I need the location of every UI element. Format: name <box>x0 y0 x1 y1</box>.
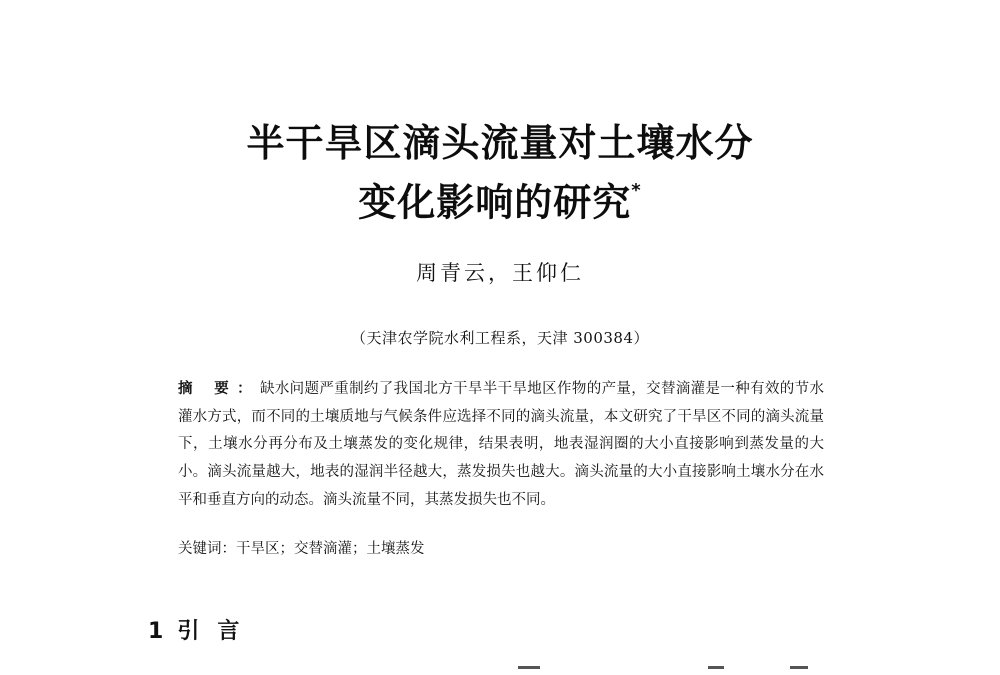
abstract-label: 摘 要： <box>178 381 260 397</box>
abstract-text: 缺水问题严重制约了我国北方干旱半干旱地区作物的产量，交替滴灌是一种有效的节水灌水方式，而不同的土壤质地与气候条件应选择不同的滴头流量，本文研究了干旱区不同的滴头流量下，土壤水分再分布及土壤蒸发的变化规律，结果表明，地表湿润圈的大小直接影响到蒸发量的大小。滴头流量越大，地表的湿润半径越大，蒸发损失也越大。滴头流量的大小直接影响土壤水分在水平和垂直方向的动态。滴头流量不同，其蒸发损失也不同。 <box>178 381 824 508</box>
section-title: 引言 <box>177 619 258 644</box>
keywords-text: 干旱区；交替滴灌；土壤蒸发 <box>236 541 425 557</box>
scan-artifact-mark <box>518 666 540 669</box>
paper-abstract <box>178 376 824 515</box>
paper-title-line-2 <box>0 175 1000 225</box>
keywords-label: 关键词： <box>178 541 236 557</box>
section-heading-introduction <box>148 614 257 645</box>
paper-keywords <box>178 536 824 563</box>
paper-authors: 周青云，王仰仁 <box>416 261 584 285</box>
title-footnote-mark: * <box>631 180 642 201</box>
section-number: 1 <box>148 619 166 644</box>
scan-artifact-mark <box>790 666 808 669</box>
paper-title-line-2-text: 变化影响的研究 <box>358 180 632 225</box>
scan-artifact-mark <box>708 666 724 669</box>
paper-affiliation: （天津农学院水利工程系，天津 300384） <box>350 329 650 347</box>
paper-title-line-1 <box>0 121 1000 165</box>
paper-title-line-1-text: 半干旱区滴头流量对土壤水分 <box>246 121 754 165</box>
